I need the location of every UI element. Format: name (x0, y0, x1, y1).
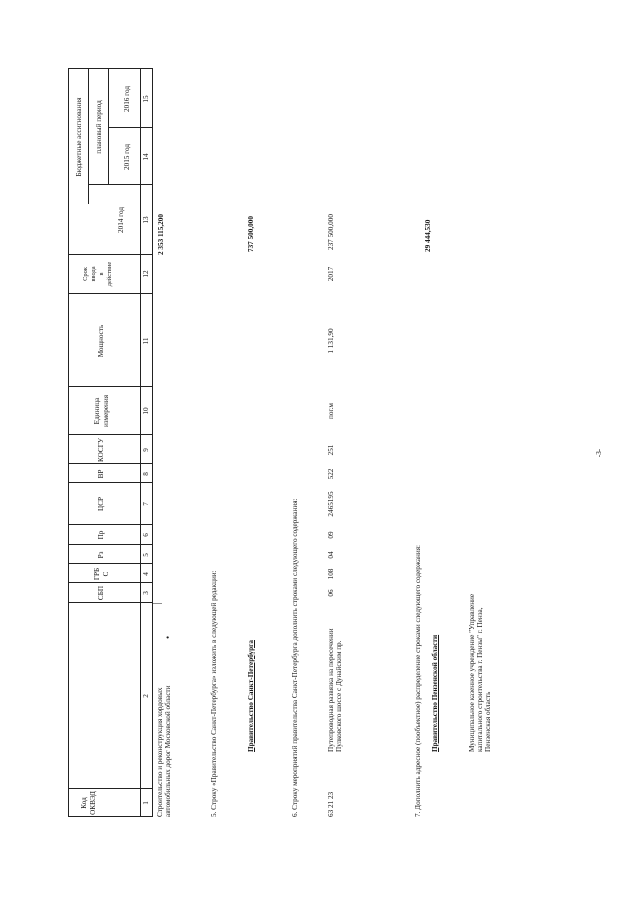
section6-instruction: 6. Строку мероприятий правительства Санкт-Петербурга дополнить строками следующего содержания: (291, 498, 299, 817)
col-number: 10 (142, 407, 150, 415)
table-top-border (68, 68, 69, 817)
col-line (68, 434, 152, 435)
road-row-amount-2014: 2 353 115,200 (157, 214, 165, 255)
header-planning-period: плановый период (95, 100, 103, 154)
header-term-line3: в (98, 272, 105, 276)
road-row-name-line1: Строительство и реконструкция хордовых (156, 687, 164, 817)
section5-amount: 737 500,000 (247, 216, 255, 252)
col-line (68, 582, 152, 583)
header-kosgu: КОСГУ (97, 438, 105, 462)
header-grbs-line1: ГРБ (93, 567, 101, 581)
col-number: 14 (142, 153, 150, 161)
col-number: 3 (142, 591, 150, 595)
section5-org: Правительство Санкт-Петербурга (247, 640, 255, 752)
col-number: 5 (142, 553, 150, 557)
section6-pr: 09 (327, 531, 335, 539)
section6-grbs: 108 (327, 568, 335, 580)
section6-sbp: 06 (327, 589, 335, 597)
section6-name-line2: Пулковского шоссе с Дунайским пр. (335, 640, 343, 752)
col-line (68, 254, 152, 255)
section6-term: 2017 (327, 266, 335, 282)
section5-instruction: 5. Строку «Правительство Санкт-Петербурга» изложить в следующей редакции: (210, 570, 218, 817)
col-number: 6 (142, 533, 150, 537)
section6-power: 1 131,90 (327, 328, 335, 354)
header-okved-line2: ОКВЭД (89, 791, 97, 815)
section6-unit: пог.м (327, 403, 335, 419)
col-number: 15 (142, 95, 150, 103)
col-line (108, 127, 152, 128)
col-line (88, 184, 152, 185)
col-number: 11 (142, 337, 150, 345)
header-grbs-line2: С (102, 571, 110, 577)
section7-amount: 29 444,530 (424, 219, 432, 252)
section7-org: Правительство Пензенской области (431, 634, 439, 752)
header-col-numbers-line (140, 68, 141, 817)
section7-institution-line1: Муниципальное казенное учреждение "Управление (468, 593, 476, 752)
section6-rz: 04 (327, 551, 335, 559)
page-number: -3- (595, 448, 603, 458)
col-number: 2 (142, 694, 150, 698)
section7-instruction: 7. Дополнить адресное (пообъектное) распределение строками следующего содержания: (414, 544, 422, 817)
section6-csr: 2465195 (327, 491, 335, 517)
header-2015: 2015 год (123, 144, 131, 170)
header-2014: 2014 год (117, 207, 125, 233)
header-rz: Рз (97, 551, 105, 559)
table-left-border (68, 816, 152, 817)
col-tick (152, 603, 162, 604)
col-line (68, 386, 152, 387)
section6-name-line1: Путепроводная развязка на пересечении (327, 628, 335, 752)
col-number: 9 (142, 448, 150, 452)
col-number: 7 (142, 502, 150, 506)
col-line (68, 602, 152, 603)
col-line (68, 524, 152, 525)
header-unit-line2: измерения (102, 394, 110, 428)
header-unit-line1: Единица (93, 397, 101, 425)
col-line (68, 463, 152, 464)
section7-institution-line2: капитального строительства г. Пензы" г. Пенза, (476, 607, 484, 752)
header-term-line2: ввода (90, 266, 97, 282)
col-number: 12 (142, 270, 150, 278)
header-term-line4: действие (106, 261, 113, 287)
header-2016: 2016 год (123, 86, 131, 112)
col-number: 8 (142, 472, 150, 476)
road-row-bullet: • (163, 635, 173, 639)
col-number: 4 (142, 572, 150, 576)
header-power: Мощность (97, 324, 105, 358)
section6-okved: 63 21 23 (327, 791, 335, 817)
col-line (68, 293, 152, 294)
col-line (68, 544, 152, 545)
header-budget-group: Бюджетные ассигнования (75, 97, 83, 177)
header-okved-line1: Код (80, 797, 88, 809)
road-row-name-line2: автомобильных дорог Московской области (164, 685, 172, 817)
section6-vr: 522 (327, 468, 335, 480)
header-csr: ЦСР (97, 497, 105, 511)
section6-kosgu: 251 (327, 444, 335, 456)
header-pr: Пр (97, 530, 105, 540)
col-line (68, 788, 152, 789)
col-line (68, 563, 152, 564)
section7-institution-line3: Пензенская область (484, 691, 492, 752)
col-line (68, 482, 152, 483)
header-vr: ВР (97, 469, 105, 479)
table-right-border (68, 68, 152, 69)
header-sbp: СБП (97, 585, 105, 601)
col-number: 13 (142, 216, 150, 224)
header-bottom-border (152, 68, 153, 817)
header-term-line1: Срок (82, 267, 89, 281)
section6-amount-2014: 237 500,000 (327, 214, 335, 250)
col-number: 1 (142, 801, 150, 805)
